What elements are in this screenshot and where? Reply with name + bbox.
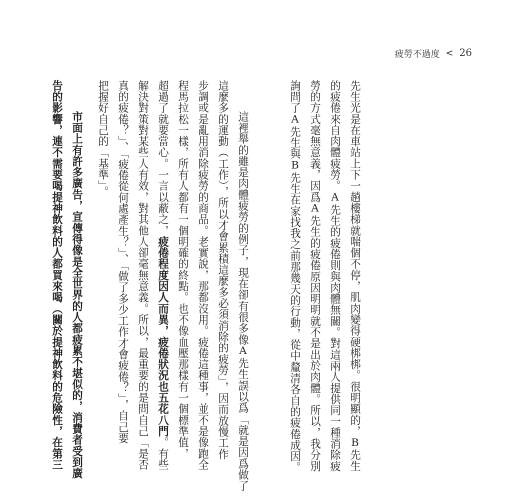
- text-column-emphasis: 市面上有許多廣告，宣傳得像是全世界的人都疲累不堪似的，消費者受到廣: [71, 111, 83, 479]
- text-column: 把握好自己的「基準」。: [97, 80, 109, 198]
- text-column: 這裡舉的雖是肉體疲勞的例子，現在卻有很多像A先生誤以爲「就是因爲做了: [237, 111, 249, 492]
- text-column: 先生光是在車站上下一趟樓梯就喘個不停，肌肉變得硬梆梆。很明顯的，B先生: [349, 80, 361, 472]
- text-column: 步調或是亂用消除疲勞的商品。老實說，那都沒用。疲倦這種事，並不是像跑全: [197, 80, 209, 471]
- text-column: 解決對策對某些人有效，對其他人卻毫無意義。所以，最重要的是問自己「是否: [137, 80, 149, 471]
- text-column: 程馬拉松一樣，所有人都有一個明確的終點。也不像血壓那樣有一個標準值，: [177, 80, 189, 460]
- text-column: 這麼多的運動（工作），所以才會累積這麼多必須消除的疲勞」，因而放慢工作: [217, 80, 229, 460]
- running-header: [395, 47, 472, 60]
- text-column: 詢問了A先生與B先生在家找我之前那幾天的行動，從中釐清各自的疲倦成因。: [289, 80, 301, 474]
- text-column: 超過了就要當心。一言以蔽之，疲倦程度因人而異，疲倦狀況也五花八門。有些: [157, 80, 169, 471]
- emphasis-text: 疲倦程度因人而異，疲倦狀況也五花八門: [157, 236, 169, 437]
- text-column: 的疲倦來自肉體疲勞。A先生的疲倦則與肉體無關。對這兩人提供同一種消除疲: [329, 80, 341, 472]
- page-number: 26: [459, 48, 472, 59]
- text-column-emphasis: 告的影響，連不需要喝提神飲料的人都買來喝（關於提神飲料的危險性，在第三: [51, 80, 63, 471]
- text-column: 真的疲倦？」、「疲倦從何處產生？」、「做了多少工作才會疲倦？」，自己要: [117, 80, 129, 444]
- chapter-title: 疲勞不過度: [394, 50, 440, 60]
- header-separator: <: [445, 48, 454, 59]
- text-column: 勞的方式毫無意義，因爲A先生的疲倦原因明明就不是出於肉體。所以，我分別: [309, 80, 321, 472]
